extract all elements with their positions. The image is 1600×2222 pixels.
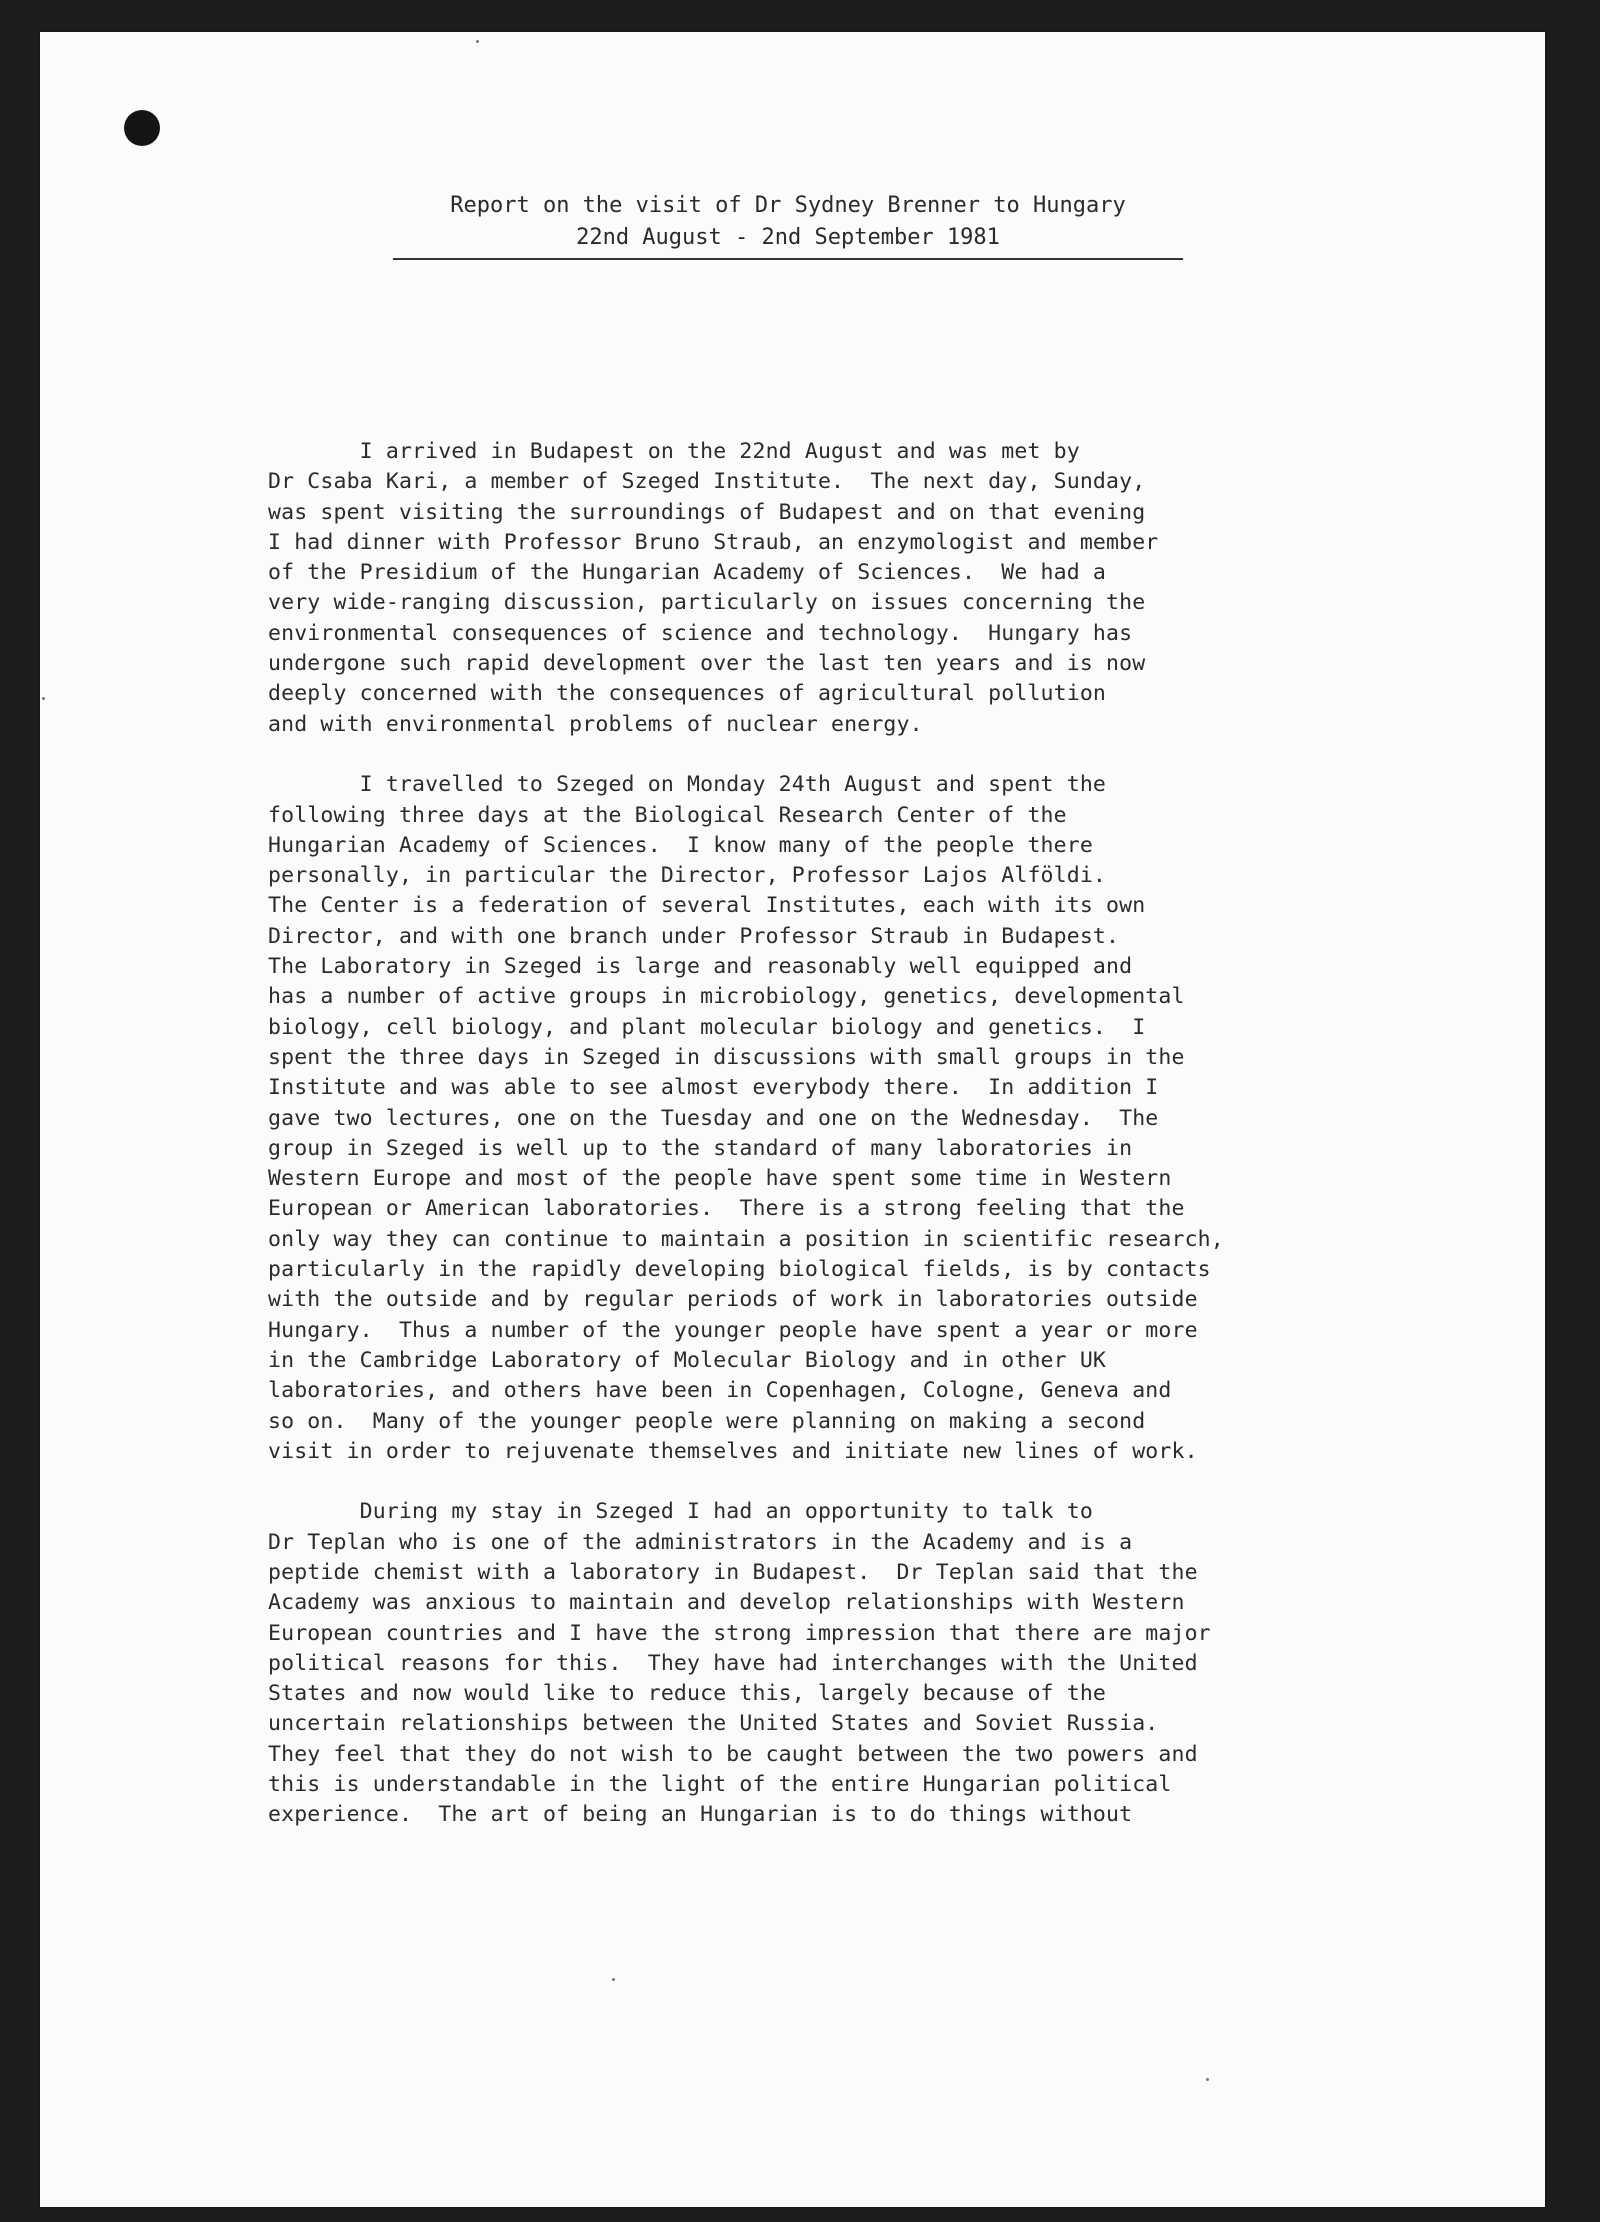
text-line: group in Szeged is well up to the standard of many laboratories in <box>268 1135 1133 1161</box>
text-line: laboratories, and others have been in Copenhagen, Cologne, Geneva and <box>268 1378 1172 1404</box>
paper-speck <box>612 1978 615 1981</box>
text-line: The Laboratory in Szeged is large and reasonably well equipped and <box>268 954 1133 980</box>
paragraph-3 <box>268 1497 1408 1830</box>
paper-speck <box>42 697 45 700</box>
text-line: uncertain relationships between the United States and Soviet Russia. <box>268 1711 1159 1737</box>
punch-hole <box>124 110 160 146</box>
report-title <box>388 190 1188 254</box>
text-line: deeply concerned with the consequences of agricultural pollution <box>268 681 1107 707</box>
text-line: and with environmental problems of nuclear energy. <box>268 711 923 737</box>
text-line: biology, cell biology, and plant molecular biology and genetics. I <box>268 1014 1146 1040</box>
title-underline <box>393 258 1183 260</box>
text-line: this is understandable in the light of the entire Hungarian political <box>268 1772 1172 1798</box>
text-line: The Center is a federation of several Institutes, each with its own <box>268 893 1146 919</box>
text-line: I travelled to Szeged on Monday 24th August and spent the <box>268 772 1107 798</box>
text-line: very wide-ranging discussion, particularly on issues concerning the <box>268 590 1146 616</box>
text-line: States and now would like to reduce this, largely because of the <box>268 1681 1107 1707</box>
text-line: in the Cambridge Laboratory of Molecular Biology and in other UK <box>268 1347 1107 1373</box>
text-line: personally, in particular the Director, Professor Lajos Alföldi. <box>268 863 1107 889</box>
text-line: Academy was anxious to maintain and develop relationships with Western <box>268 1590 1185 1616</box>
text-line: environmental consequences of science and technology. Hungary has <box>268 620 1133 646</box>
text-line: Hungarian Academy of Sciences. I know many of the people there <box>268 832 1093 858</box>
text-line: Dr Csaba Kari, a member of Szeged Institute. The next day, Sunday, <box>268 469 1146 495</box>
text-line: peptide chemist with a laboratory in Budapest. Dr Teplan said that the <box>268 1559 1198 1585</box>
text-line: spent the three days in Szeged in discussions with small groups in the <box>268 1044 1185 1070</box>
text-line: I had dinner with Professor Bruno Straub, an enzymologist and member <box>268 529 1159 555</box>
report-body <box>268 437 1408 1831</box>
text-line: European or American laboratories. There is a strong feeling that the <box>268 1196 1185 1222</box>
text-line: following three days at the Biological Research Center of the <box>268 802 1067 828</box>
text-line: has a number of active groups in microbiology, genetics, developmental <box>268 984 1185 1010</box>
text-line: experience. The art of being an Hungarian is to do things without <box>268 1802 1133 1828</box>
text-line: political reasons for this. They have had interchanges with the United <box>268 1650 1198 1676</box>
title-line-2: 22nd August - 2nd September 1981 <box>576 225 1000 250</box>
text-line: particularly in the rapidly developing biological fields, is by contacts <box>268 1257 1211 1283</box>
paper-speck <box>1206 2078 1209 2081</box>
paragraph-1 <box>268 437 1408 740</box>
text-line: gave two lectures, one on the Tuesday and one on the Wednesday. The <box>268 1105 1159 1131</box>
text-line: They feel that they do not wish to be caught between the two powers and <box>268 1741 1198 1767</box>
text-line: visit in order to rejuvenate themselves and initiate new lines of work. <box>268 1438 1198 1464</box>
text-line: Dr Teplan who is one of the administrators in the Academy and is a <box>268 1529 1133 1555</box>
text-line: with the outside and by regular periods of work in laboratories outside <box>268 1287 1198 1313</box>
text-line: was spent visiting the surroundings of Budapest and on that evening <box>268 499 1146 525</box>
text-line: Hungary. Thus a number of the younger people have spent a year or more <box>268 1317 1198 1343</box>
text-line: I arrived in Budapest on the 22nd August and was met by <box>268 439 1080 464</box>
paper-speck <box>476 40 479 43</box>
paragraph-2 <box>268 770 1408 1467</box>
text-line: so on. Many of the younger people were planning on making a second <box>268 1408 1146 1434</box>
text-line: Institute and was able to see almost everybody there. In addition I <box>268 1075 1159 1101</box>
text-line: Western Europe and most of the people have spent some time in Western <box>268 1166 1172 1192</box>
text-line: only way they can continue to maintain a position in scientific research, <box>268 1226 1224 1252</box>
text-line: Director, and with one branch under Professor Straub in Budapest. <box>268 923 1120 949</box>
text-line: undergone such rapid development over the last ten years and is now <box>268 651 1146 677</box>
text-line: of the Presidium of the Hungarian Academy of Sciences. We had a <box>268 560 1107 586</box>
text-line: During my stay in Szeged I had an opportunity to talk to <box>268 1499 1093 1525</box>
title-line-1: Report on the visit of Dr Sydney Brenner to Hungary <box>450 193 1126 218</box>
text-line: European countries and I have the strong impression that there are major <box>268 1620 1211 1646</box>
